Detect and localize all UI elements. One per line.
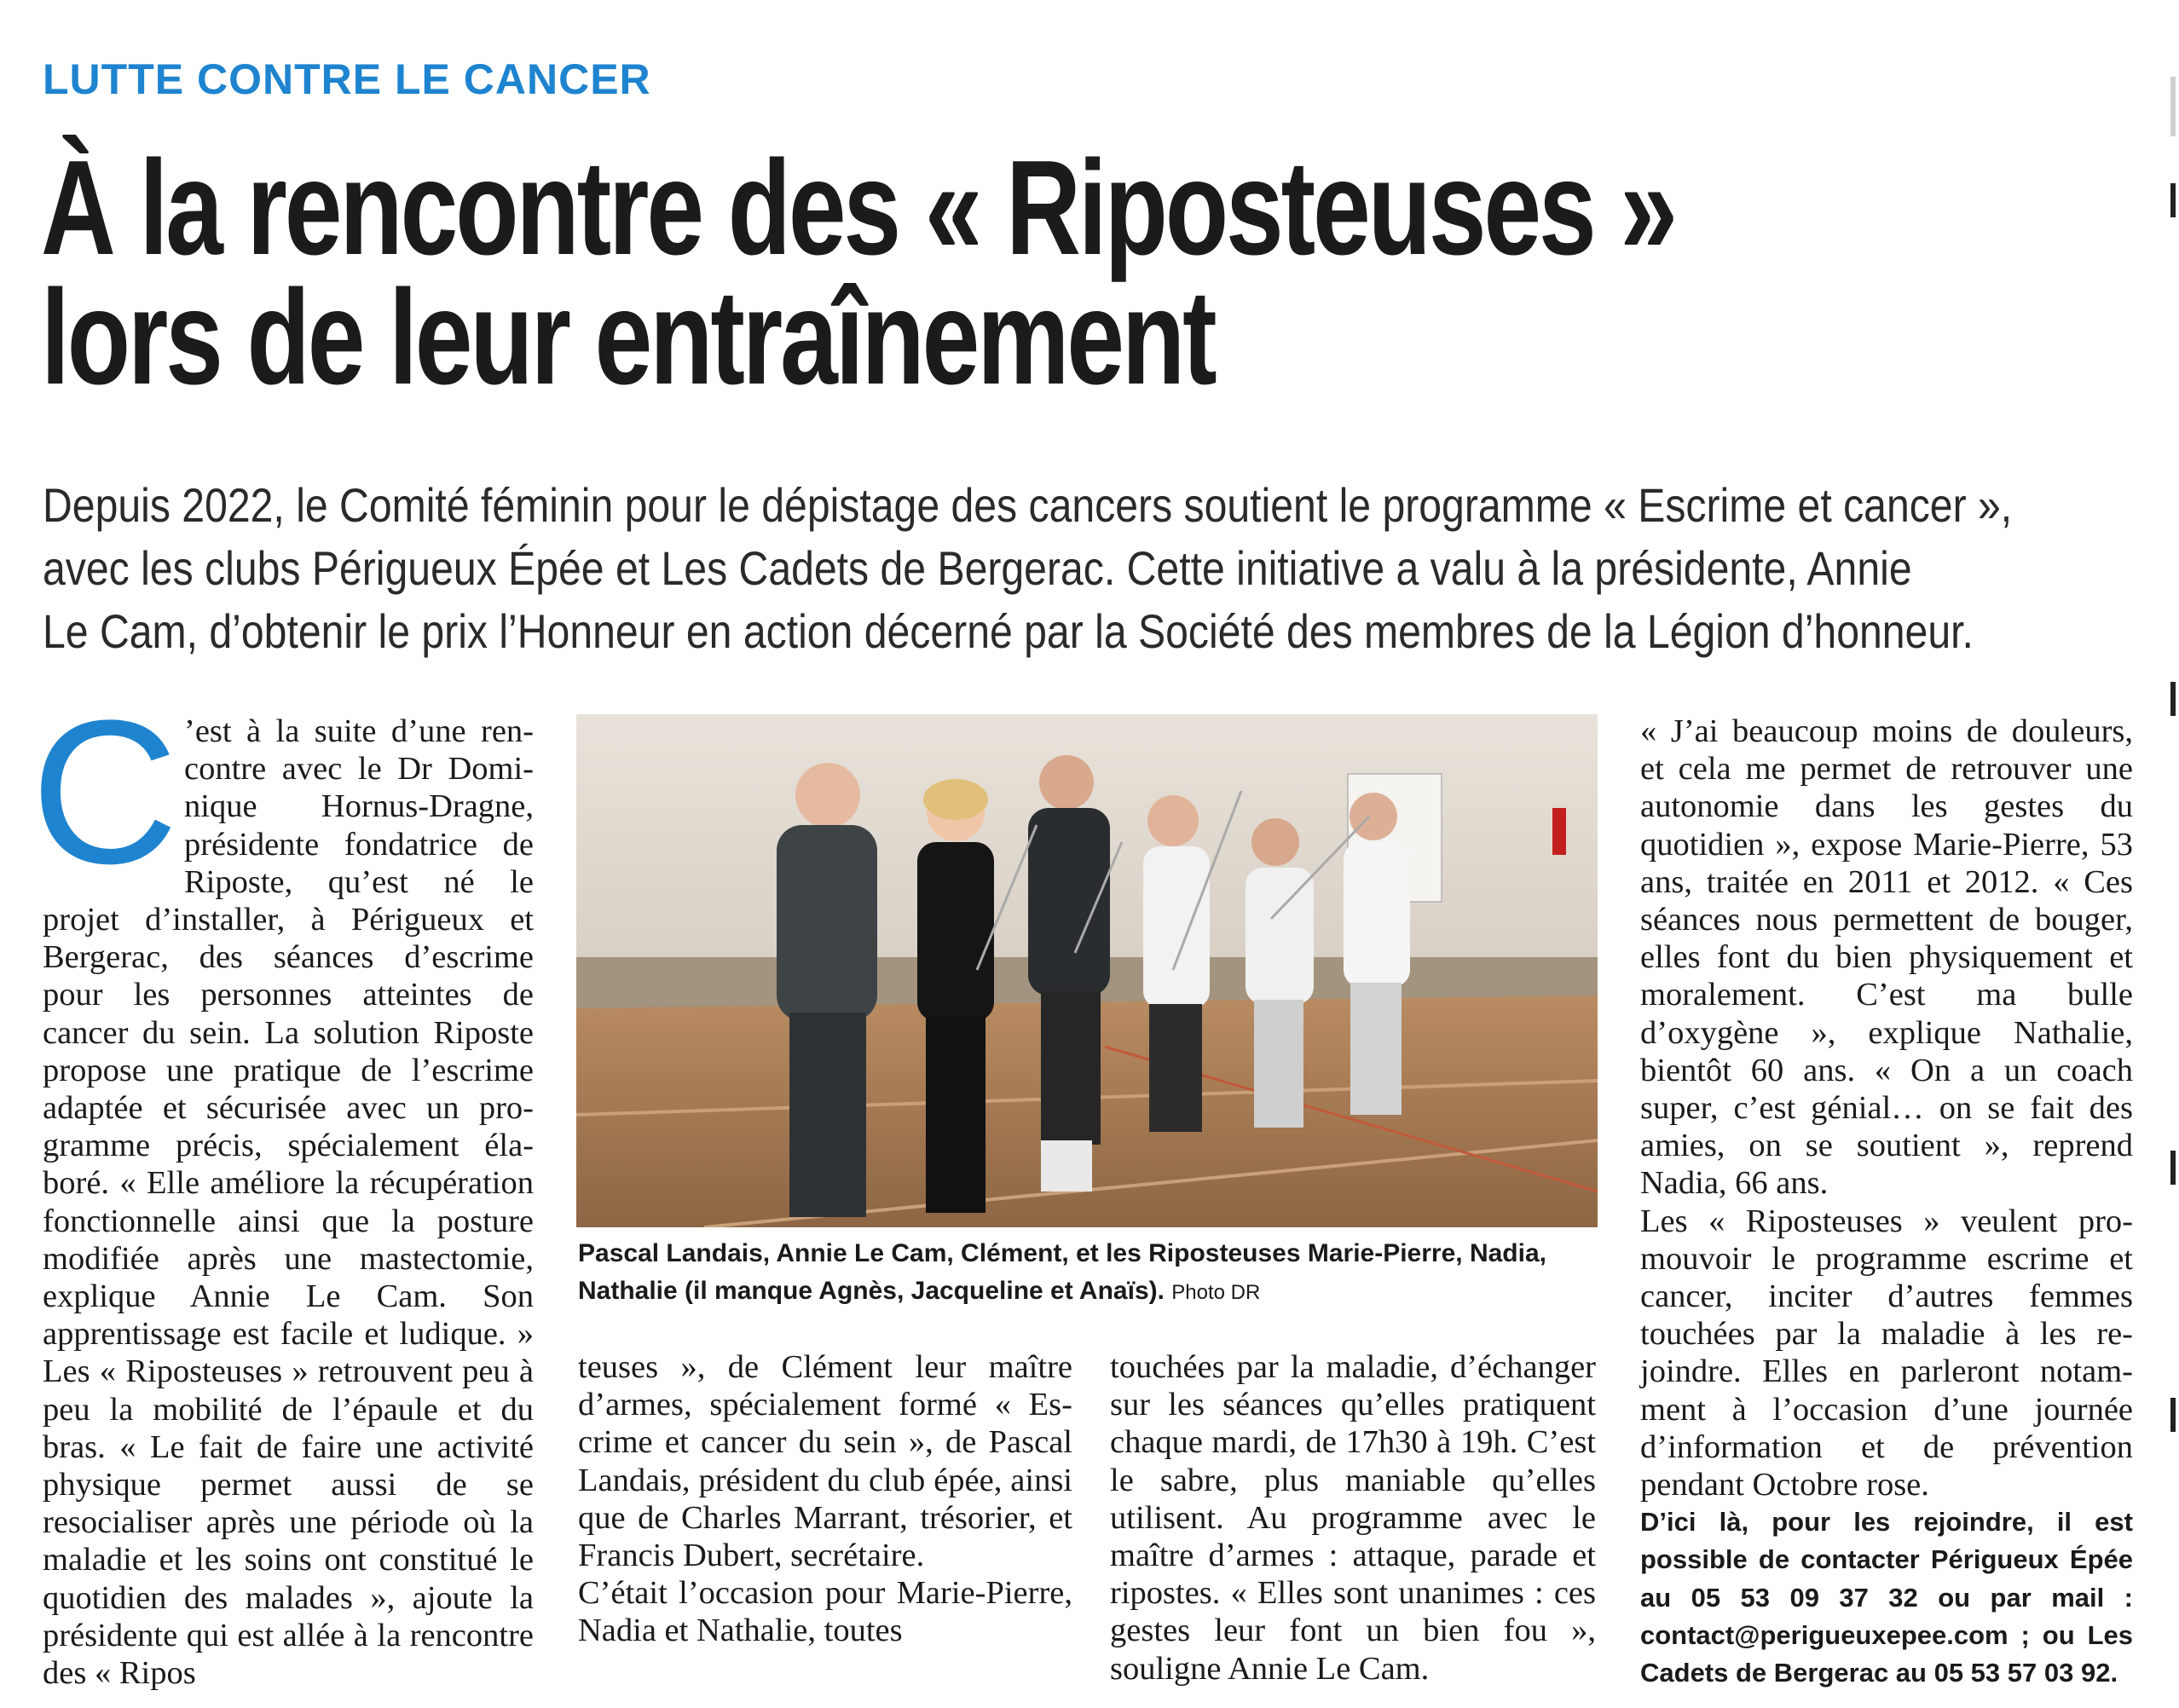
headline-line-2: lors de leur entraînement [41,263,1215,413]
standfirst-line-2: avec les clubs Périgueux Épée et Les Cadets de Bergerac. Cette initiative a valu à la présidente, Annie [43,541,1912,595]
body-paragraph: teuses », de Clément leur maître d’armes, spécialement formé « Escrime et cancer du sein », de Pascal Landais, président du club épée, ainsi que de Charles Marrant, trésorier, et Francis Dubert, secrétaire. [578,1349,1072,1574]
article-photo [576,714,1598,1227]
photo-caption [578,1235,1601,1312]
edge-mark [2170,77,2176,136]
article-headline [41,133,1675,413]
body-column-2 [578,1348,1072,1650]
article-kicker: LUTTE CONTRE LE CANCER [43,55,651,103]
edge-mark [2170,682,2176,716]
article-standfirst [43,474,2012,663]
photo-credit: Photo DR [1171,1281,1261,1304]
edge-mark [2170,1151,2176,1185]
body-column-4 [1640,713,2133,1692]
drop-cap: C [31,678,179,906]
contact-info: D’ici là, pour les rejoindre, il est possible de contacter Périgueux Épée au 05 53 09 37 32 ou par mail : contact@perigueuxepee.com ; ou Les Cadets de Bergerac au 05 53 57 03 92. [1640,1507,2133,1688]
body-paragraph: Les « Riposteuses » veulent promouvoir le programme escrime et cancer, inciter d’autres femmes touchées par la maladie à les rejoindre. Elles en parleront notamment à l’occasion d’une journée d’information et de prévention pendant Octobre rose. [1640,1203,2133,1503]
adjacent-page-edge [2170,0,2179,1708]
standfirst-line-1: Depuis 2022, le Comité féminin pour le dépistage des cancers soutient le programme « Escrime et cancer », [43,478,2013,532]
body-paragraph: ’est à la suite d’une rencontre avec le Dr Dominique Hornus-Dragne, présidente fondatrice de Riposte, qu’est né le projet d’installer, à Périgueux et Bergerac, des séances d’escrime pour les personnes atteintes de cancer du sein. La solution Riposte propose une pratique de l’escrime adaptée et sécurisée avec un programme précis, spécialement élaboré. « Elle améliore la récupération fonctionnelle ainsi que la posture modifiée après une mastectomie, explique Annie Le Cam. Son apprentissage est facile et ludique. » Les « Riposteuses » retrouvent peu à peu la mobilité de l’épaule et du bras. « Le fait de faire une activité physique permet aussi de se resocialiser après une période où la maladie et les soins ont constitué le quotidien des malades », ajoute la présidente qui est allée à la rencontre des « Ripos [43,713,534,1692]
body-paragraph: touchées par la maladie, d’échanger sur les séances qu’elles pratiquent chaque mardi, de 17h30 à 19h. C’est le sabre, plus maniable qu’elles utilisent. Au programme avec le maître d’armes : attaque, parade et ripostes. « Elles sont unanimes : ces gestes leur font un bien fou », souligne Annie Le Cam. [1110,1349,1596,1687]
headline-line-1: À la rencontre des « Riposteuses » [41,133,1675,283]
standfirst-line-3: Le Cam, d’obtenir le prix l’Honneur en action décerné par la Société des membres de la Légion d’honneur. [43,604,1974,658]
edge-mark [2170,183,2176,217]
fencers-group-photo [576,714,1598,1227]
caption-text: Pascal Landais, Annie Le Cam, Clément, et les Riposteuses Marie-Pierre, Nadia, Nathalie (il manque Agnès, Jacqueline et Anaïs). [578,1239,1546,1305]
body-paragraph: C’était l’occasion pour Marie-Pierre, Nadia et Nathalie, toutes [578,1575,1072,1649]
body-paragraph: « J’ai beaucoup moins de douleurs, et cela me permet de retrouver une autonomie dans les gestes du quotidien », expose Marie-Pierre, 53 ans, traitée en 2011 et 2012. « Ces séances nous permettent de bouger, elles font du bien physiquement et moralement. C’est ma bulle d’oxygène », explique Nathalie, bientôt 60 ans. « On a un coach super, c’est génial… on se fait des amies, on se soutient », reprend Nadia, 66 ans. [1640,713,2133,1202]
body-column-1 [31,678,534,1692]
edge-mark [2170,1398,2176,1432]
body-column-3 [1110,1348,1596,1688]
